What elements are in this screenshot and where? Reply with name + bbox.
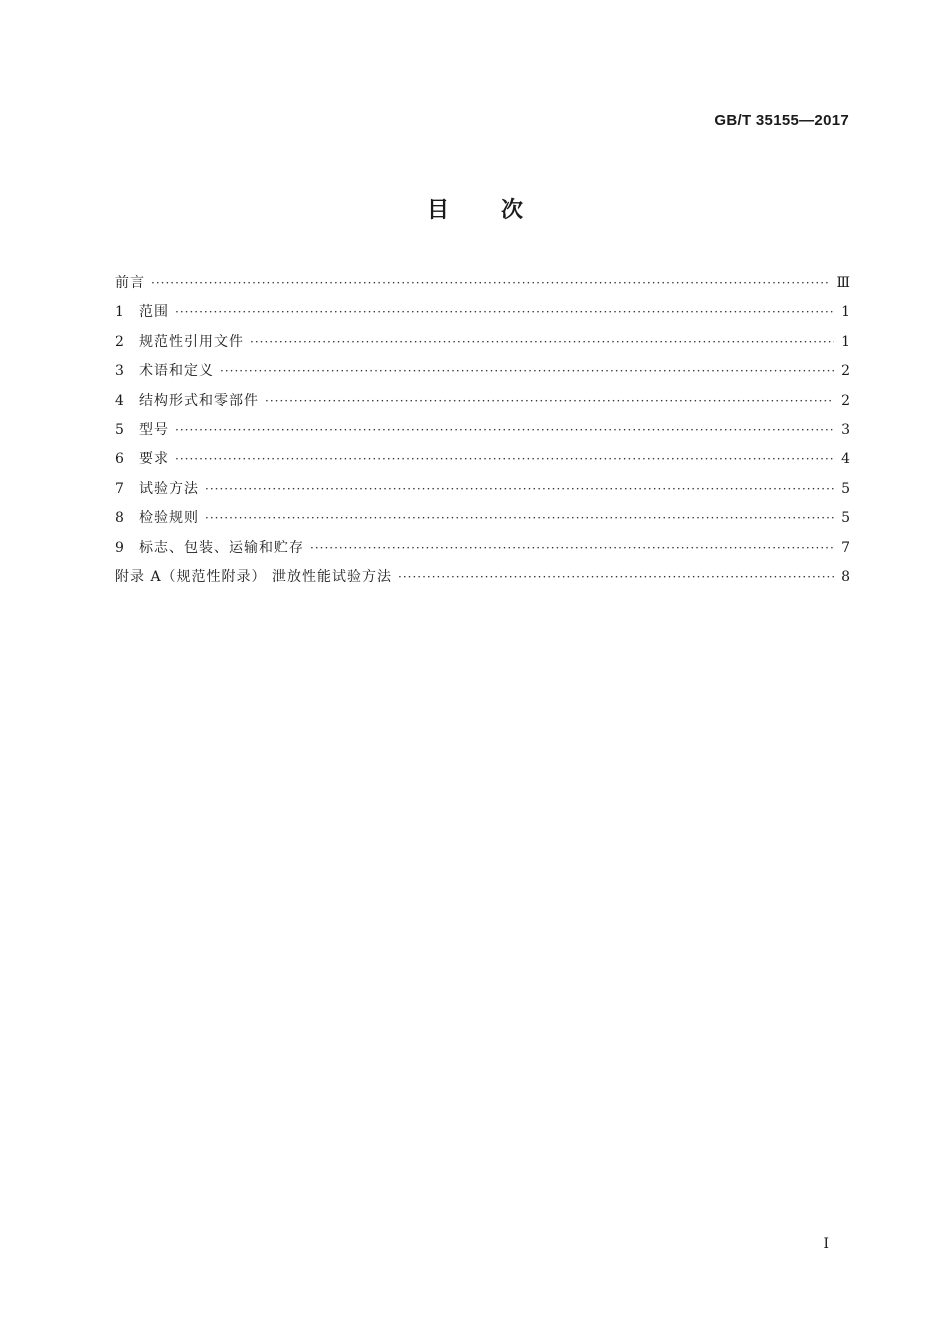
toc-entry-label: 检验规则 <box>139 510 199 527</box>
toc-entry-label: 规范性引用文件 <box>139 333 244 350</box>
toc-entry-1[interactable] <box>115 301 850 330</box>
toc-leader-dots <box>398 570 834 584</box>
toc-entry-foreword[interactable] <box>115 272 850 301</box>
toc-entry-number: 4 <box>115 392 124 409</box>
toc-entry-label: 试验方法 <box>139 480 199 497</box>
toc-leader-dots <box>220 364 834 378</box>
toc-entry-4[interactable] <box>115 390 850 419</box>
toc-entry-label: 范围 <box>139 304 169 321</box>
toc-entry-page: 2 <box>841 363 850 380</box>
toc-entry-page: 4 <box>841 451 850 468</box>
toc-entry-label: 附录 A（规范性附录） 泄放性能试验方法 <box>115 568 393 585</box>
toc-entry-7[interactable] <box>115 478 850 507</box>
page-number: I <box>823 1236 829 1252</box>
toc-entry-3[interactable] <box>115 360 850 389</box>
toc-entry-page: 5 <box>841 510 850 527</box>
toc-entry-number: 9 <box>115 539 124 556</box>
toc-entry-number: 8 <box>115 510 124 527</box>
toc-entry-page: 1 <box>841 333 850 350</box>
toc-entry-number: 5 <box>115 421 124 438</box>
toc-entry-page: 7 <box>841 539 850 556</box>
toc-leader-dots <box>205 482 834 496</box>
toc-leader-dots <box>265 394 834 408</box>
toc-entry-page: 1 <box>841 304 850 321</box>
toc-entry-number: 3 <box>115 363 124 380</box>
toc-entry-6[interactable] <box>115 448 850 477</box>
toc-entry-2[interactable] <box>115 331 850 360</box>
toc-entry-page: 2 <box>841 392 850 409</box>
toc-leader-dots <box>205 511 834 525</box>
toc-entry-page: Ⅲ <box>836 275 850 291</box>
toc-entry-label: 要求 <box>139 451 169 468</box>
toc-entry-page: 8 <box>841 568 850 585</box>
standard-number: GB/T 35155—2017 <box>714 112 849 129</box>
toc-leader-dots <box>175 423 834 437</box>
toc-entry-number: 2 <box>115 333 124 350</box>
toc-entry-page: 3 <box>841 421 850 438</box>
toc-entry-label: 型号 <box>139 421 169 438</box>
toc-leader-dots <box>151 276 830 290</box>
toc-entry-appendix-a[interactable] <box>115 566 850 595</box>
toc-leader-dots <box>250 335 834 349</box>
toc-entry-page: 5 <box>841 480 850 497</box>
toc-entry-9[interactable] <box>115 537 850 566</box>
toc-entry-number: 1 <box>115 304 124 321</box>
table-of-contents <box>115 272 850 595</box>
toc-entry-label: 前言 <box>115 275 145 291</box>
toc-entry-number: 7 <box>115 480 124 497</box>
toc-entry-label: 标志、包装、运输和贮存 <box>139 539 304 556</box>
toc-leader-dots <box>175 305 834 319</box>
toc-leader-dots <box>310 541 834 555</box>
toc-entry-5[interactable] <box>115 419 850 448</box>
toc-leader-dots <box>175 452 834 466</box>
toc-entry-8[interactable] <box>115 507 850 536</box>
toc-entry-label: 结构形式和零部件 <box>139 392 259 409</box>
toc-entry-number: 6 <box>115 451 124 468</box>
toc-entry-label: 术语和定义 <box>139 363 214 380</box>
page-title: 目次 <box>426 198 575 223</box>
